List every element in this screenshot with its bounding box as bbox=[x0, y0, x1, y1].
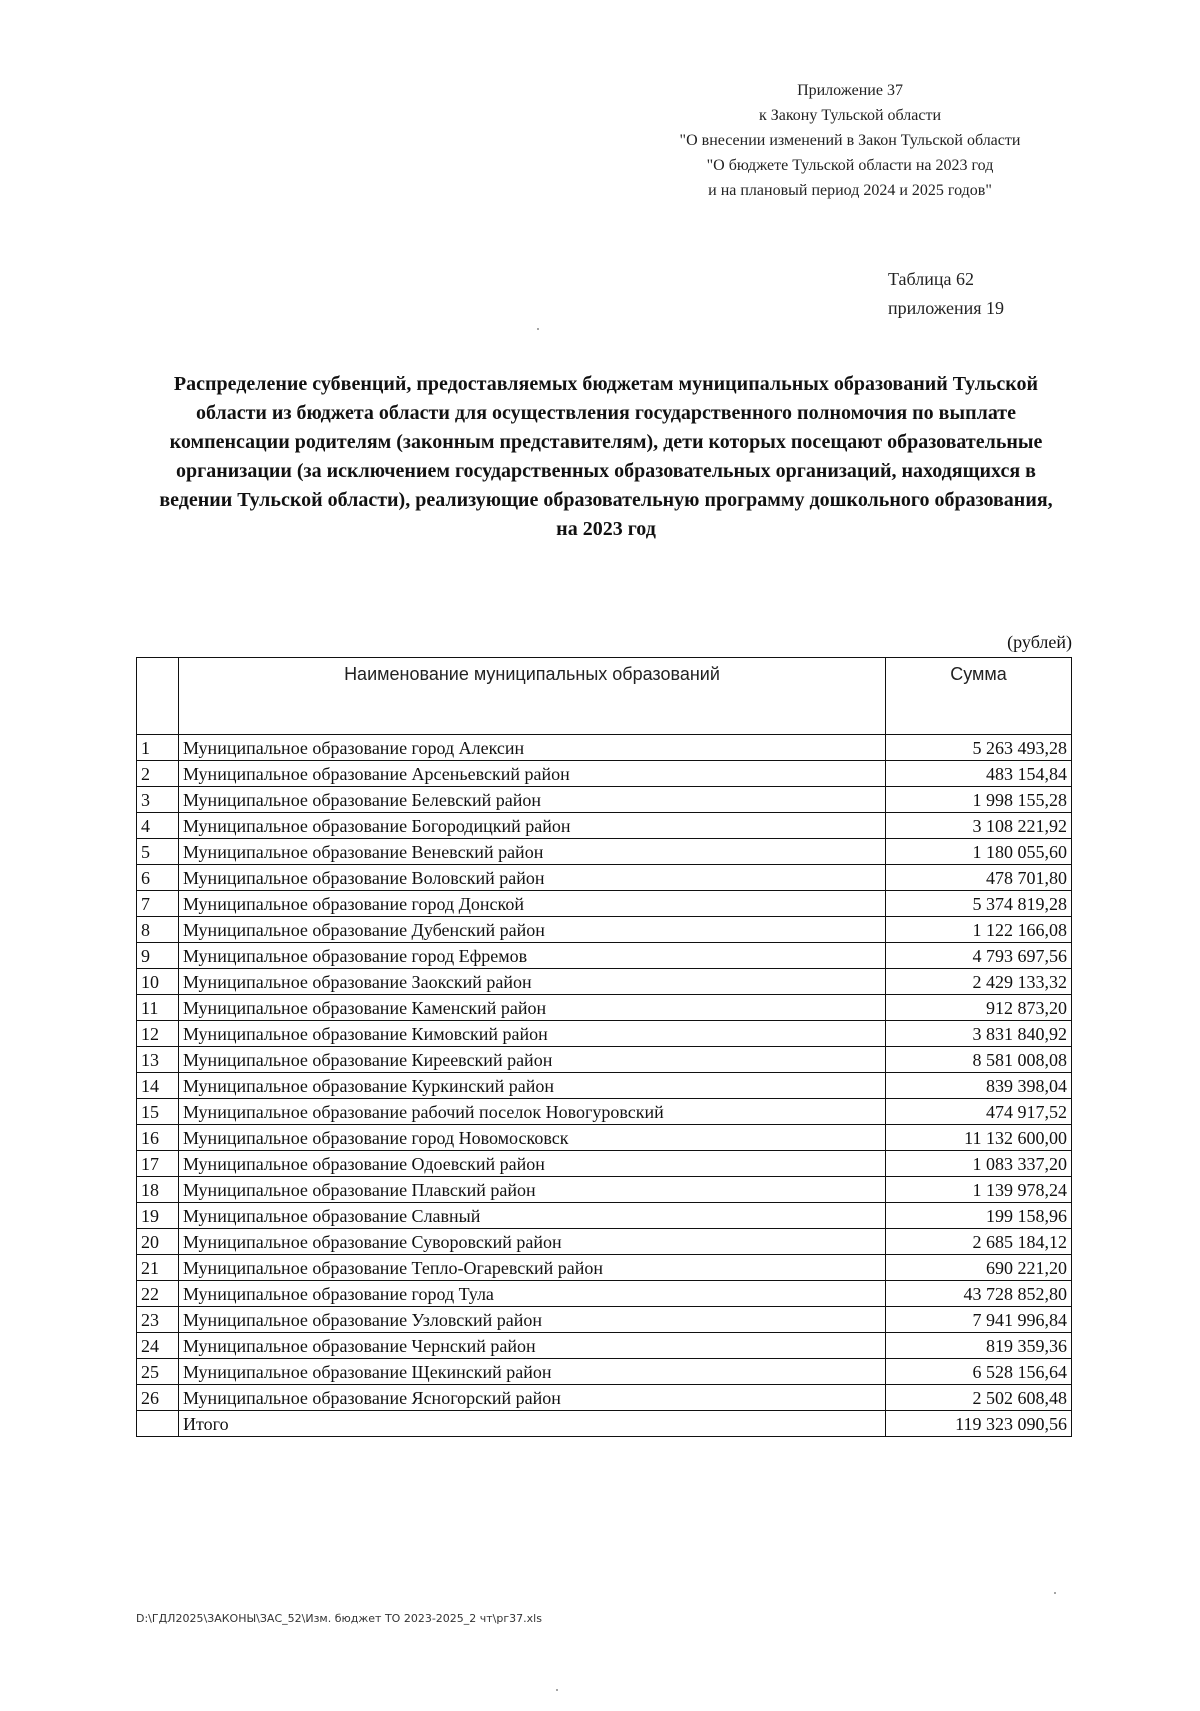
row-number: 13 bbox=[137, 1047, 179, 1073]
row-number: 9 bbox=[137, 943, 179, 969]
row-number: 8 bbox=[137, 917, 179, 943]
table-row bbox=[137, 865, 1072, 891]
row-name: Муниципальное образование город Тула bbox=[179, 1281, 886, 1307]
total-num bbox=[137, 1411, 179, 1437]
row-sum: 6 528 156,64 bbox=[886, 1359, 1072, 1385]
total-row bbox=[137, 1411, 1072, 1437]
row-number: 1 bbox=[137, 735, 179, 761]
table-row bbox=[137, 1255, 1072, 1281]
row-name: Муниципальное образование Каменский район bbox=[179, 995, 886, 1021]
row-sum: 1 139 978,24 bbox=[886, 1177, 1072, 1203]
document-title: Распределение субвенций, предоставляемых бюджетам муниципальных образований Тульской области из бюджета области для осуществления государственного полномочия по выплате компенсации родителям (законным представителям), дети которых посещают образовательные организации (за исключением государственных образовательных организаций, находящихся в ведении Тульской области), реализующие образовательную программу дошкольного образования, на 2023 год bbox=[159, 373, 1053, 540]
row-sum: 2 502 608,48 bbox=[886, 1385, 1072, 1411]
row-name: Муниципальное образование Тепло-Огаревский район bbox=[179, 1255, 886, 1281]
row-sum: 5 374 819,28 bbox=[886, 891, 1072, 917]
table-row bbox=[137, 761, 1072, 787]
header-name: Наименование муниципальных образований bbox=[179, 658, 886, 735]
table-row bbox=[137, 1125, 1072, 1151]
total-label: Итого bbox=[179, 1411, 886, 1437]
row-number: 21 bbox=[137, 1255, 179, 1281]
distribution-table bbox=[136, 657, 1072, 1437]
table-row bbox=[137, 735, 1072, 761]
row-sum: 11 132 600,00 bbox=[886, 1125, 1072, 1151]
row-name: Муниципальное образование Арсеньевский район bbox=[179, 761, 886, 787]
row-name: Муниципальное образование Кимовский район bbox=[179, 1021, 886, 1047]
table-row bbox=[137, 1281, 1072, 1307]
table-row bbox=[137, 1151, 1072, 1177]
row-number: 23 bbox=[137, 1307, 179, 1333]
table-row bbox=[137, 1021, 1072, 1047]
row-number: 15 bbox=[137, 1099, 179, 1125]
row-number: 6 bbox=[137, 865, 179, 891]
scan-speck bbox=[537, 328, 539, 330]
row-sum: 2 429 133,32 bbox=[886, 969, 1072, 995]
row-name: Муниципальное образование город Ефремов bbox=[179, 943, 886, 969]
row-number: 26 bbox=[137, 1385, 179, 1411]
header-sum: Сумма bbox=[886, 658, 1072, 735]
row-number: 11 bbox=[137, 995, 179, 1021]
row-sum: 7 941 996,84 bbox=[886, 1307, 1072, 1333]
table-body bbox=[137, 735, 1072, 1411]
table-row bbox=[137, 1229, 1072, 1255]
row-sum: 839 398,04 bbox=[886, 1073, 1072, 1099]
row-sum: 2 685 184,12 bbox=[886, 1229, 1072, 1255]
row-sum: 3 831 840,92 bbox=[886, 1021, 1072, 1047]
row-sum: 1 083 337,20 bbox=[886, 1151, 1072, 1177]
appendix-reference bbox=[610, 78, 1090, 203]
row-name: Муниципальное образование Богородицкий район bbox=[179, 813, 886, 839]
table-row bbox=[137, 1385, 1072, 1411]
table-row bbox=[137, 891, 1072, 917]
total-sum: 119 323 090,56 bbox=[886, 1411, 1072, 1437]
row-sum: 478 701,80 bbox=[886, 865, 1072, 891]
appendix-line: и на плановый период 2024 и 2025 годов" bbox=[708, 182, 992, 199]
row-sum: 474 917,52 bbox=[886, 1099, 1072, 1125]
row-number: 22 bbox=[137, 1281, 179, 1307]
scan-speck bbox=[1054, 1592, 1056, 1594]
row-name: Муниципальное образование Воловский район bbox=[179, 865, 886, 891]
header-num bbox=[137, 658, 179, 735]
row-number: 2 bbox=[137, 761, 179, 787]
table-row bbox=[137, 839, 1072, 865]
row-sum: 4 793 697,56 bbox=[886, 943, 1072, 969]
row-number: 5 bbox=[137, 839, 179, 865]
table-row bbox=[137, 1099, 1072, 1125]
row-number: 4 bbox=[137, 813, 179, 839]
table-row bbox=[137, 1359, 1072, 1385]
table-row bbox=[137, 1177, 1072, 1203]
row-sum: 483 154,84 bbox=[886, 761, 1072, 787]
table-row bbox=[137, 813, 1072, 839]
row-sum: 5 263 493,28 bbox=[886, 735, 1072, 761]
table-number: Таблица 62 bbox=[888, 269, 974, 289]
row-name: Муниципальное образование Суворовский район bbox=[179, 1229, 886, 1255]
row-name: Муниципальное образование Щекинский район bbox=[179, 1359, 886, 1385]
row-name: Муниципальное образование Ясногорский район bbox=[179, 1385, 886, 1411]
row-number: 18 bbox=[137, 1177, 179, 1203]
row-sum: 819 359,36 bbox=[886, 1333, 1072, 1359]
row-sum: 1 122 166,08 bbox=[886, 917, 1072, 943]
row-number: 16 bbox=[137, 1125, 179, 1151]
row-number: 3 bbox=[137, 787, 179, 813]
units-label: (рублей) bbox=[1007, 632, 1072, 652]
table-row bbox=[137, 1073, 1072, 1099]
row-sum: 3 108 221,92 bbox=[886, 813, 1072, 839]
row-name: Муниципальное образование город Новомосковск bbox=[179, 1125, 886, 1151]
table-row bbox=[137, 1307, 1072, 1333]
row-sum: 912 873,20 bbox=[886, 995, 1072, 1021]
row-name: Муниципальное образование Плавский район bbox=[179, 1177, 886, 1203]
table-row bbox=[137, 995, 1072, 1021]
appendix-line: Приложение 37 bbox=[797, 82, 903, 99]
table-row bbox=[137, 917, 1072, 943]
scan-speck bbox=[556, 1689, 558, 1691]
row-name: Муниципальное образование Чернский район bbox=[179, 1333, 886, 1359]
row-number: 19 bbox=[137, 1203, 179, 1229]
row-sum: 690 221,20 bbox=[886, 1255, 1072, 1281]
table-row bbox=[137, 1203, 1072, 1229]
row-number: 10 bbox=[137, 969, 179, 995]
appendix-number: приложения 19 bbox=[888, 298, 1005, 318]
row-name: Муниципальное образование Дубенский район bbox=[179, 917, 886, 943]
row-sum: 199 158,96 bbox=[886, 1203, 1072, 1229]
row-name: Муниципальное образование город Донской bbox=[179, 891, 886, 917]
table-row bbox=[137, 1333, 1072, 1359]
appendix-line: "О внесении изменений в Закон Тульской области bbox=[679, 132, 1021, 149]
table-header-row bbox=[137, 658, 1072, 735]
row-number: 20 bbox=[137, 1229, 179, 1255]
row-name: Муниципальное образование Киреевский район bbox=[179, 1047, 886, 1073]
table-row bbox=[137, 787, 1072, 813]
row-name: Муниципальное образование Заокский район bbox=[179, 969, 886, 995]
appendix-line: "О бюджете Тульской области на 2023 год bbox=[706, 157, 994, 174]
appendix-line: к Закону Тульской области bbox=[758, 107, 942, 124]
row-number: 7 bbox=[137, 891, 179, 917]
row-sum: 1 998 155,28 bbox=[886, 787, 1072, 813]
row-name: Муниципальное образование Веневский район bbox=[179, 839, 886, 865]
table-row bbox=[137, 1047, 1072, 1073]
row-name: Муниципальное образование Узловский район bbox=[179, 1307, 886, 1333]
row-sum: 43 728 852,80 bbox=[886, 1281, 1072, 1307]
row-sum: 8 581 008,08 bbox=[886, 1047, 1072, 1073]
table-row bbox=[137, 969, 1072, 995]
row-number: 25 bbox=[137, 1359, 179, 1385]
row-name: Муниципальное образование Куркинский район bbox=[179, 1073, 886, 1099]
row-number: 12 bbox=[137, 1021, 179, 1047]
row-name: Муниципальное образование Одоевский район bbox=[179, 1151, 886, 1177]
row-number: 24 bbox=[137, 1333, 179, 1359]
row-number: 17 bbox=[137, 1151, 179, 1177]
row-name: Муниципальное образование Белевский район bbox=[179, 787, 886, 813]
file-path: D:\ГДЛ2025\ЗАКОНЫ\ЗАС_52\Изм. бюджет ТО 2023-2025_2 чт\рг37.xls bbox=[136, 1612, 542, 1625]
row-name: Муниципальное образование рабочий поселок Новогуровский bbox=[179, 1099, 886, 1125]
row-name: Муниципальное образование Славный bbox=[179, 1203, 886, 1229]
row-name: Муниципальное образование город Алексин bbox=[179, 735, 886, 761]
table-row bbox=[137, 943, 1072, 969]
row-number: 14 bbox=[137, 1073, 179, 1099]
row-sum: 1 180 055,60 bbox=[886, 839, 1072, 865]
table-reference bbox=[888, 265, 1088, 323]
